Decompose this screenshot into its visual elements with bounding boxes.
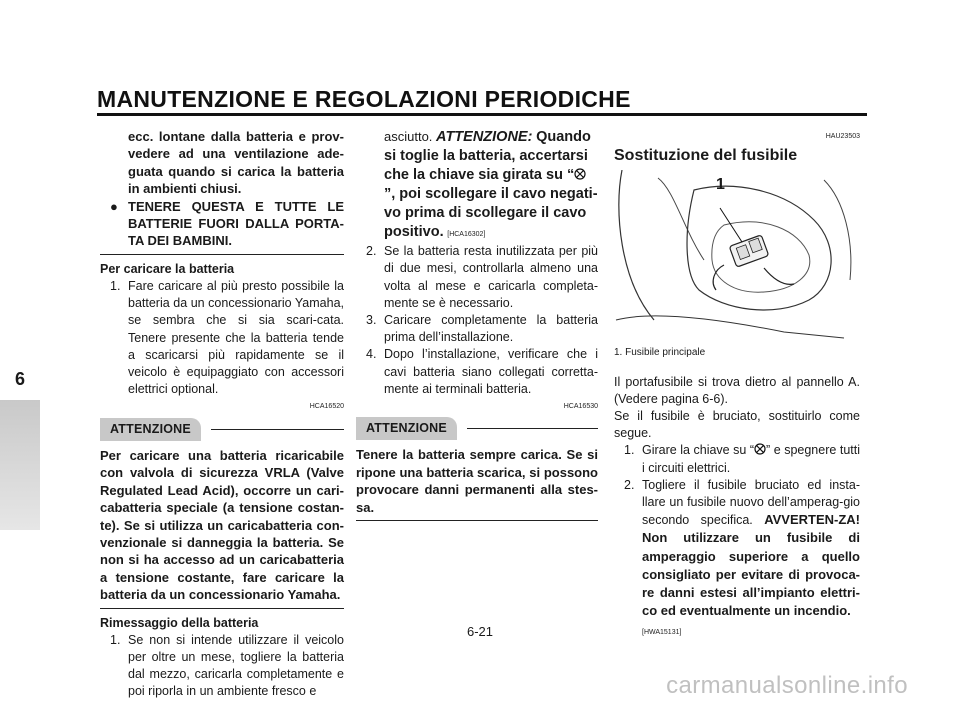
intro-text: Il portafusibile si trova dietro al pannello A. (Vedere pagina 6-6). xyxy=(614,374,860,406)
warning-continuation: ecc. lontane dalla batteria e prov-vedere ad una ventilazione ade-guata quando si carica la batteria in ambienti chiusi. xyxy=(128,129,344,197)
step-text-a: Girare la chiave su “ xyxy=(642,443,755,458)
continuation-bold-2: ”, poi scollegare il cavo negati-vo prima di scollegare il cavo positivo. xyxy=(384,186,598,240)
step-number: 1. xyxy=(624,443,635,458)
bullet-icon: ● xyxy=(110,198,118,214)
chapter-tab: 6 xyxy=(0,358,40,400)
divider xyxy=(100,254,344,255)
storage-step-2 xyxy=(356,243,598,312)
notice-line xyxy=(467,428,598,429)
section-title: Sostituzione del fusibile xyxy=(614,147,798,165)
column-2 xyxy=(356,128,598,527)
charge-heading: Per caricare la batteria xyxy=(100,261,235,276)
step-number: 2. xyxy=(624,477,635,492)
fuse-illustration xyxy=(614,170,860,340)
step-text-warning: AVVERTEN-ZA! Non utilizzare un fusibile di amperaggio superiore a quello consigliato per evitare di provoca-re danni estesi all’impianto elettri-co ed eventualmente un incendio. xyxy=(642,512,860,619)
step-number: 3. xyxy=(366,313,377,328)
continuation-plain: asciutto. xyxy=(384,129,433,144)
notice-text: Tenere la batteria sempre carica. Se si ripone una batteria scarica, si possono provocare danni permanenti alla stes-sa. xyxy=(356,447,598,515)
notice-label: ATTENZIONE xyxy=(100,418,201,441)
intro-text-2: Se il fusibile è bruciato, sostituirlo come segue. xyxy=(614,409,860,441)
step-number: 1. xyxy=(110,632,121,647)
continuation-bold: Quando si toglie la batteria, accertarsi che la chiave sia girata su “ xyxy=(384,129,591,183)
storage-heading: Rimessaggio della batteria xyxy=(100,615,259,630)
step-text-b: ” e spegnere tutti i circuiti elettrici. xyxy=(642,443,860,475)
step-code: [HWA15131] xyxy=(642,629,682,637)
column-3 xyxy=(614,128,860,642)
chapter-side-bar xyxy=(0,400,40,530)
step-text: Se la batteria resta inutilizzata per più di due mesi, controllarla almeno una volta al mese e caricarla completa-mente se è necessario. xyxy=(384,244,598,310)
fuse-step-1 xyxy=(614,442,860,476)
storage-step-4 xyxy=(356,346,598,398)
step-text: Dopo l’installazione, verificare che i cavi batteria siano collegati corretta-mente ai terminali batteria. xyxy=(384,347,598,396)
charge-step xyxy=(100,278,344,398)
page-header-title: MANUTENZIONE E REGOLAZIONI PERIODICHE xyxy=(97,86,631,112)
page-number: 6-21 xyxy=(466,624,494,639)
continuation-italic: ATTENZIONE: xyxy=(436,129,533,145)
watermark: carmanualsonline.info xyxy=(666,672,908,699)
header-rule xyxy=(97,113,867,116)
notice-text: Per caricare una batteria ricaricabile con valvola di sicurezza VRLA (Valve Regulated Lead Acid), occorre un cari-cabatteria speciale (a tensione costan-te). Se si utilizza un caricabatteria con-venzionale si danneggia la batteria. Se non si ha accesso ad un caricabatteria a tensione costante, fare caricare la batteria da un concessionario Yamaha. xyxy=(100,447,344,603)
storage-step xyxy=(100,632,344,701)
section-code: HAU23503 xyxy=(825,133,860,140)
figure-caption: 1. Fusibile principale xyxy=(614,347,706,359)
step-number: 2. xyxy=(366,244,377,259)
step-text: Caricare completamente la batteria prima dell’installazione. xyxy=(384,313,598,345)
bullet-text: TENERE QUESTA E TUTTE LE BATTERIE FUORI DALLA PORTA-TA DEI BAMBINI. xyxy=(128,198,344,249)
notice-header xyxy=(100,418,344,441)
step-text: Fare caricare al più presto possibile la batteria da un concessionario Yamaha, se sembra che si sia scari-cata. Tenere presente che la batteria tende a scaricarsi più rapidamente se il veicolo è equipaggiato con accessori elettrici optional. xyxy=(128,279,344,397)
step-number: 1. xyxy=(110,279,121,294)
figure-callout: 1 xyxy=(716,176,725,194)
divider xyxy=(356,520,598,521)
notice-line xyxy=(211,429,344,430)
continuation-code: [HCA16302] xyxy=(447,231,486,238)
notice-code: HCA16520 xyxy=(309,403,344,411)
column-1 xyxy=(100,128,344,701)
storage-step-continuation xyxy=(356,128,598,243)
step-text-plain: Togliere il fusibile bruciato ed insta-llare un fusibile nuovo dell’amperag-gio secondo specifica. xyxy=(642,477,860,528)
warning-bullet xyxy=(100,198,344,250)
key-off-icon xyxy=(574,167,586,179)
storage-step-3 xyxy=(356,312,598,346)
notice-header xyxy=(356,417,598,440)
divider xyxy=(100,608,344,609)
key-off-icon xyxy=(754,443,766,455)
notice-label: ATTENZIONE xyxy=(356,417,457,440)
step-text: Se non si intende utilizzare il veicolo per oltre un mese, togliere la batteria dal mezzo, caricarla completamente e poi riporla in un ambiente fresco e xyxy=(128,632,344,699)
step-number: 4. xyxy=(366,347,377,362)
notice-code: HCA16530 xyxy=(563,403,598,411)
fuse-step-2 xyxy=(614,477,860,642)
